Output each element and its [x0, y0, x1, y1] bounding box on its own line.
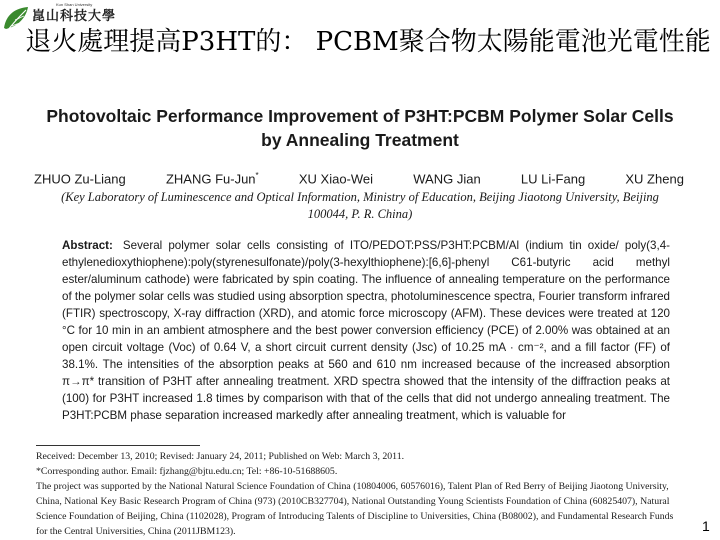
corresponding-author-mark: *: [255, 171, 259, 180]
footnote-funding: The project was supported by the National Natural Science Foundation of China (10804006, 60576016), Talent Plan of Red Berry of Beijing Jiaotong University, China, National Key Basic Research Program of China (973) (2010CB327704), National Outstanding Young Scientists Foundation of China (60825407), Natural Science Foundation of Beijing, China (1102028), Program of Introducing Talents of Discipline to Universities, China (B08002), and Fundamental Research Funds for the Central Universities, China (2011JBM123).: [36, 481, 674, 537]
footnote-received: Received: December 13, 2010; Revised: January 24, 2011; Published on Web: March 3, 2011.: [36, 451, 405, 462]
slide-title: 退火處理提高P3HT的： PCBM聚合物太陽能電池光電性能: [25, 27, 711, 57]
author: XU Xiao-Wei: [298, 171, 374, 187]
author: ZHUO Zu-Liang: [34, 171, 126, 187]
author: LU Li-Fang: [520, 171, 586, 187]
footnote-corresponding: *Corresponding author. Email: fjzhang@bjtu.edu.cn; Tel: +86-10-51688605.: [36, 466, 338, 477]
abstract-label: Abstract:: [62, 239, 113, 252]
abstract-text: Several polymer solar cells consisting of ITO/PEDOT:PSS/P3HT:PCBM/Al (indium tin oxide/ poly(3,4-ethylenedioxythiophene):poly(styrenesulfonate)/poly(3-hexylthiophene):[6,6]-phenyl C61-butyric acid methyl ester/aluminum cathode) were fabricated by spin coating. The influence of annealing temperature on the performance of the polymer solar cells was studied using absorption spectra, photoluminescence spectra, Fourier transform infrared (FTIR) spectroscopy, X-ray diffraction (XRD), and atomic force microscopy (AFM). These devices were treated at 120 °C for 10 min in an ambient atmosphere and the best power conversion efficiency (PCE) of 2.00% was obtained at an open circuit voltage (Voc) of 0.64 V, a short circuit current density (Jsc) of 10.25 mA · cm⁻², and a fill factor (FF) of 38.1%. The intensities of the absorption peaks at 560 and 610 nm increased because of the increased absorption π→π* transition of P3HT after annealing treatment. XRD spectra showed that the intensity of the diffraction peaks at (100) for P3HT increased 1.8 times by comparison with that of the cells that did not undergo annealing treatment. The P3HT:PCBM phase separation increased markedly after annealing treatment, which is valuable for: [62, 239, 670, 422]
logo-name-cn: 崑山科技大學: [32, 9, 117, 24]
page-number: 1: [702, 518, 710, 534]
footnotes: [36, 449, 682, 539]
footnote-divider: [36, 445, 200, 446]
logo-name-en: Kun Shan University: [56, 2, 93, 7]
author-affiliation: (Key Laboratory of Luminescence and Optical Information, Ministry of Education, Beijing Jiaotong University, Beijing 100044, P. R. China): [61, 190, 659, 221]
paper-title: Photovoltaic Performance Improvement of P3HT:PCBM Polymer Solar Cells by Annealing Treatment: [46, 106, 674, 150]
author-list: [34, 171, 684, 186]
author: WANG Jian: [413, 171, 481, 187]
author: XU Zheng: [625, 171, 684, 187]
author: ZHANG Fu-Jun*: [165, 171, 259, 187]
abstract: [62, 237, 670, 424]
